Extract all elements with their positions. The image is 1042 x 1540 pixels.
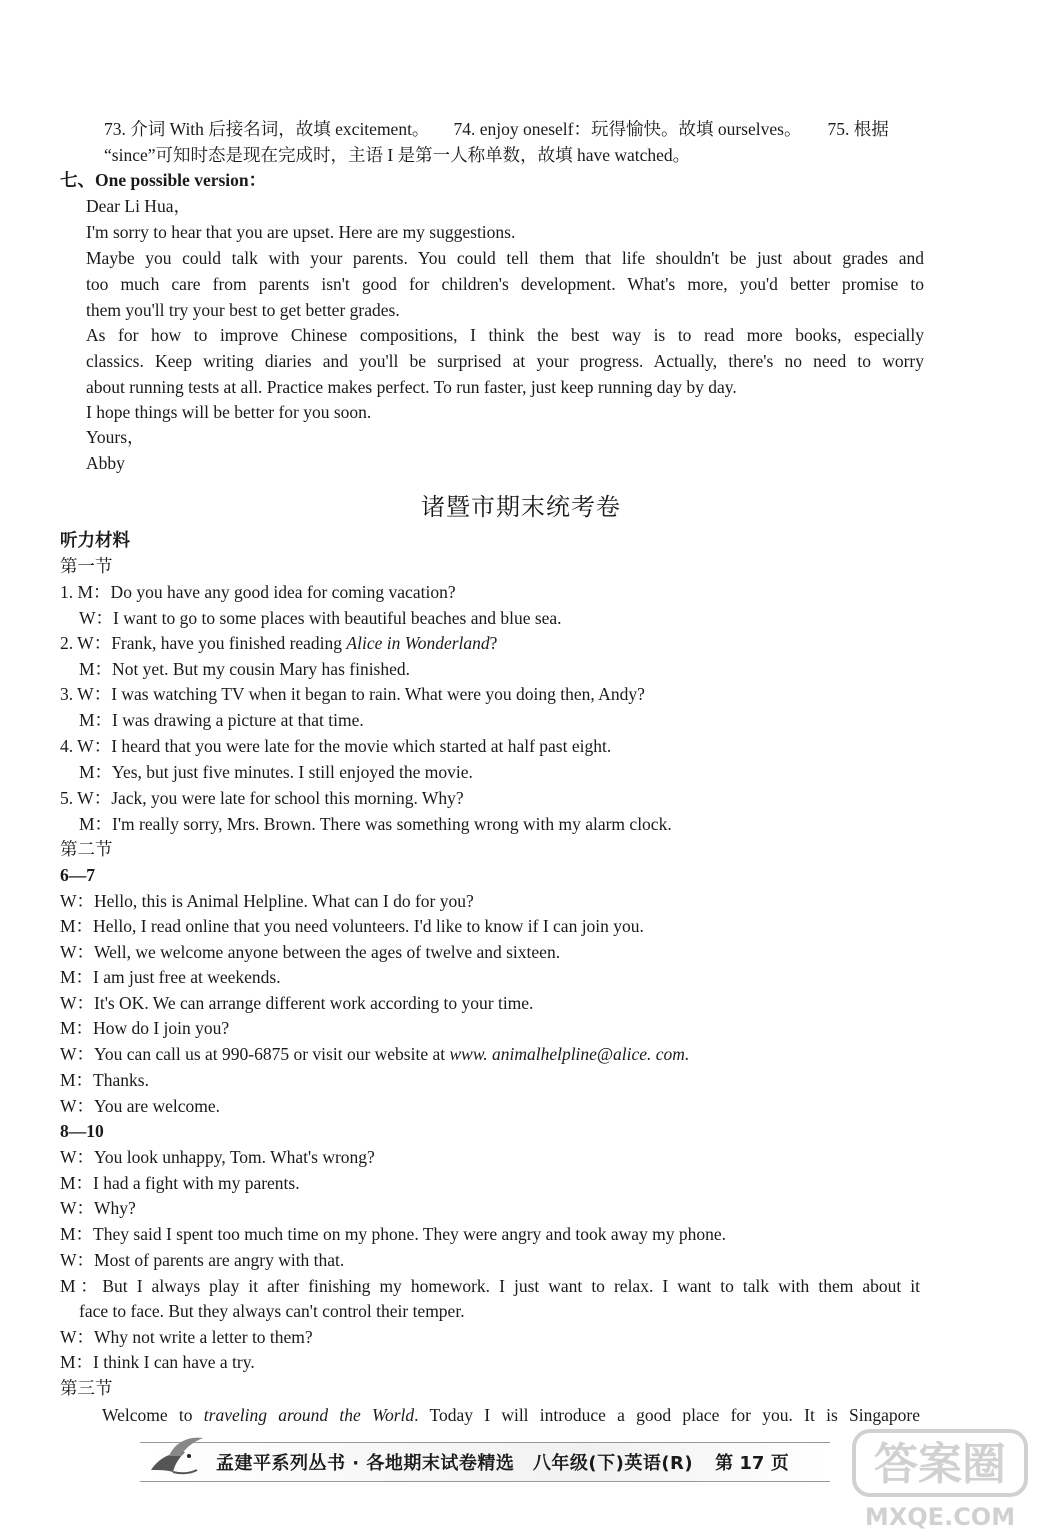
book-title: Alice in Wonderland: [346, 633, 490, 653]
dialogue-line: M：I was drawing a picture at that time.: [79, 710, 364, 730]
dialogue-line: M：I had a fight with my parents.: [60, 1173, 300, 1193]
dialogue-line: M：Thanks.: [60, 1070, 149, 1090]
letter-line: As for how to improve Chinese compositions, I think the best way is to read more books, especially: [86, 325, 924, 345]
dialogue-line: M：Yes, but just five minutes. I still enjoyed the movie.: [79, 762, 473, 782]
watermark-logo: [850, 1425, 1030, 1540]
section-heading: 第一节: [60, 556, 113, 576]
section-heading: 第三节: [60, 1378, 113, 1398]
writing-heading: 七、One possible version：: [60, 170, 267, 190]
dialogue-line: W：Most of parents are angry with that.: [60, 1250, 345, 1270]
dialogue-line: W：Well, we welcome anyone between the ages of twelve and sixteen.: [60, 942, 561, 962]
passage-line: [102, 1402, 920, 1428]
answer-75: 75. 根据: [827, 119, 889, 139]
letter-line: classics. Keep writing diaries and you'll be surprised at your progress. Actually, there's no need to worry: [86, 351, 924, 371]
dialogue-line: W：It's OK. We can arrange different work according to your time.: [60, 993, 534, 1013]
watermark-url: MXQE.COM: [864, 1503, 1016, 1531]
dialogue-line: M：I'm really sorry, Mrs. Brown. There was something wrong with my alarm clock.: [79, 814, 672, 834]
passage-text: . Today I will introduce a good place for you. It is Singapore: [414, 1405, 920, 1425]
answer-line-2: “since”可知时态是现在完成时，主语 I 是第一人称单数，故填 have watched。: [104, 145, 691, 165]
section-heading: 第二节: [60, 839, 113, 859]
dialogue-line: face to face. But they always can't control their temper.: [79, 1301, 465, 1321]
letter-line: about running tests at all. Practice makes perfect. To run faster, just keep running day by day.: [86, 377, 737, 397]
dialogue-line: W：I want to go to some places with beautiful beaches and blue sea.: [79, 608, 562, 628]
answer-74: 74. enjoy oneself：玩得愉快。故填 ourselves。: [453, 119, 802, 139]
exam-title: 诸暨市期末统考卷: [421, 495, 621, 521]
letter-line: I hope things will be better for you soon.: [86, 402, 372, 422]
watermark-brand: 答案圈: [874, 1439, 1006, 1490]
dialogue-line: M：Not yet. But my cousin Mary has finished.: [79, 659, 411, 679]
dialogue-line: [60, 1041, 1042, 1067]
dialogue-text: 2. W：Frank, have you finished reading: [60, 633, 347, 653]
answer-line-1: [104, 116, 1042, 142]
dialogue-line: M：They said I spent too much time on my phone. They were angry and took away my phone.: [60, 1224, 726, 1244]
letter-signature: Abby: [86, 453, 125, 473]
program-title: traveling around the World: [203, 1405, 415, 1425]
dialogue-line: 1. M：Do you have any good idea for coming vacation?: [60, 582, 456, 602]
letter-line: Maybe you could talk with your parents. You could tell them that life shouldn't be just about grades and: [86, 248, 924, 268]
dialogue-line: W：You look unhappy, Tom. What's wrong?: [60, 1147, 375, 1167]
dialogue-line: W：You are welcome.: [60, 1096, 221, 1116]
dialogue-line: W：Hello, this is Animal Helpline. What can I do for you?: [60, 891, 474, 911]
dialogue-line: 4. W：I heard that you were late for the movie which started at half past eight.: [60, 736, 612, 756]
dialogue-line: W：Why not write a letter to them?: [60, 1327, 313, 1347]
dialogue-line: M：I am just free at weekends.: [60, 967, 281, 987]
passage-text: Welcome to: [102, 1405, 204, 1425]
dialogue-line: M：I think I can have a try.: [60, 1352, 255, 1372]
answer-73: 73. 介词 With 后接名词，故填 excitement。: [104, 119, 430, 139]
page-footer: [140, 1442, 830, 1482]
letter-closing: Yours，: [86, 427, 145, 447]
dialogue-line: 3. W：I was watching TV when it began to rain. What were you doing then, Andy?: [60, 684, 645, 704]
page-number: 第 17 页: [715, 1453, 789, 1474]
website-text: www. animalhelpline@alice. com.: [449, 1044, 690, 1064]
group-heading: 6—7: [60, 865, 95, 885]
dialogue-text: W：You can call us at 990-6875 or visit our website at: [60, 1044, 450, 1064]
dialogue-line: 5. W：Jack, you were late for school this morning. Why?: [60, 788, 464, 808]
dialogue-line: M：Hello, I read online that you need volunteers. I'd like to know if I can join you.: [60, 916, 644, 936]
dialogue-line: W：Why?: [60, 1198, 136, 1218]
bird-logo-icon: [145, 1430, 209, 1487]
group-heading: 8—10: [60, 1121, 104, 1141]
listening-title: 听力材料: [60, 530, 130, 550]
letter-line: too much care from parents isn't good for children's development. What's more, you'd better promise to: [86, 274, 924, 294]
dialogue-text: ?: [489, 633, 498, 653]
letter-greeting: Dear Li Hua，: [86, 196, 191, 216]
letter-line: I'm sorry to hear that you are upset. Here are my suggestions.: [86, 222, 516, 242]
dialogue-line: M：But I always play it after finishing my homework. I just want to relax. I want to talk with them about it: [60, 1276, 920, 1296]
dialogue-line: [60, 630, 1042, 656]
dialogue-line: M：How do I join you?: [60, 1018, 230, 1038]
series-title: 孟建平系列丛书 · 各地期末试卷精选 八年级(下)英语(R): [216, 1453, 694, 1474]
letter-line: them you'll try your best to get better grades.: [86, 300, 400, 320]
